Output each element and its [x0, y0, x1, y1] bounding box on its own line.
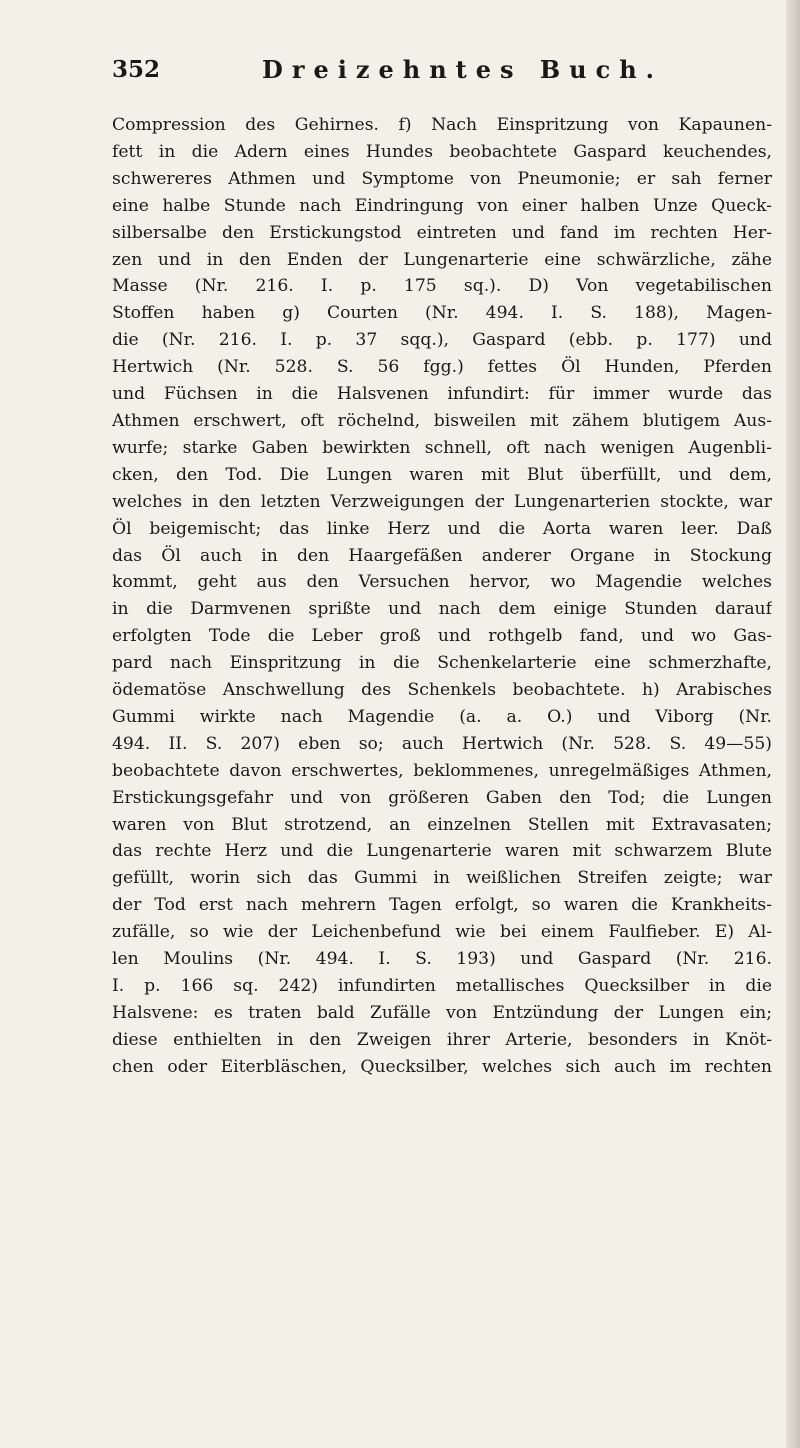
text-line: welches in den letzten Verzweigungen der Lungenarterien stockte, war: [112, 491, 772, 512]
text-line: Erstickungsgefahr und von größeren Gaben den Tod; die Lungen: [112, 787, 772, 808]
text-line: das rechte Herz und die Lungenarterie waren mit schwarzem Blute: [112, 841, 772, 862]
text-line: erfolgten Tode die Leber groß und rothgelb fand, und wo Gas-: [112, 626, 772, 647]
text-line: der Tod erst nach mehrern Tagen erfolgt, so waren die Krankheits-: [112, 895, 772, 916]
text-line: len Moulins (Nr. 494. I. S. 193) und Gaspard (Nr. 216.: [112, 949, 772, 970]
text-line: chen oder Eiterbläschen, Quecksilber, welches sich auch im rechten: [112, 1056, 772, 1077]
text-line: Athmen erschwert, oft röchelnd, bisweilen mit zähem blutigem Aus-: [112, 410, 772, 431]
text-line: schwereres Athmen und Symptome von Pneumonie; er sah ferner: [112, 168, 772, 189]
text-line: das Öl auch in den Haargefäßen anderer Organe in Stockung: [112, 545, 772, 566]
text-line: ödematöse Anschwellung des Schenkels beobachtete. h) Arabisches: [112, 680, 772, 701]
text-line: 494. II. S. 207) eben so; auch Hertwich (Nr. 528. S. 49—55): [112, 733, 772, 754]
text-line: Öl beigemischt; das linke Herz und die Aorta waren leer. Daß: [112, 518, 772, 539]
text-line: kommt, geht aus den Versuchen hervor, wo Magendie welches: [112, 572, 772, 593]
text-line: diese enthielten in den Zweigen ihrer Arterie, besonders in Knöt-: [112, 1029, 772, 1050]
page-number: 352: [112, 56, 161, 83]
text-line: waren von Blut strotzend, an einzelnen Stellen mit Extravasaten;: [112, 814, 772, 835]
text-line: zen und in den Enden der Lungenarterie eine schwärzliche, zähe: [112, 249, 772, 270]
text-line: Hertwich (Nr. 528. S. 56 fgg.) fettes Öl Hunden, Pferden: [112, 357, 772, 378]
page-header: [112, 50, 772, 90]
running-title: Dreizehntes Buch.: [262, 55, 664, 84]
body-text: [112, 112, 772, 1081]
text-line: eine halbe Stunde nach Eindringung von einer halben Unze Queck-: [112, 195, 772, 216]
text-line: in die Darmvenen sprißte und nach dem einige Stunden darauf: [112, 599, 772, 620]
text-line: Compression des Gehirnes. f) Nach Einspritzung von Kapaunen-: [112, 115, 772, 135]
text-line: Masse (Nr. 216. I. p. 175 sq.). D) Von vegetabilischen: [112, 276, 772, 297]
book-spine-edge: [786, 0, 800, 1448]
text-line: pard nach Einspritzung in die Schenkelarterie eine schmerzhafte,: [112, 653, 772, 674]
text-line: die (Nr. 216. I. p. 37 sqq.), Gaspard (ebb. p. 177) und: [112, 330, 772, 351]
text-line: fett in die Adern eines Hundes beobachtete Gaspard keuchendes,: [112, 141, 772, 162]
text-line: Gummi wirkte nach Magendie (a. a. O.) und Viborg (Nr.: [112, 706, 772, 727]
text-line: gefüllt, worin sich das Gummi in weißlichen Streifen zeigte; war: [112, 868, 772, 889]
text-line: Halsvene: es traten bald Zufälle von Entzündung der Lungen ein;: [112, 1002, 772, 1023]
text-line: wurfe; starke Gaben bewirkten schnell, oft nach wenigen Augenbli-: [112, 437, 772, 458]
text-line: Stoffen haben g) Courten (Nr. 494. I. S. 188), Magen-: [112, 303, 772, 324]
text-line: cken, den Tod. Die Lungen waren mit Blut überfüllt, und dem,: [112, 464, 772, 485]
text-line: zufälle, so wie der Leichenbefund wie bei einem Faulfieber. E) Al-: [112, 922, 772, 943]
text-line: beobachtete davon erschwertes, beklommenes, unregelmäßiges Athmen,: [112, 760, 772, 781]
text-line: I. p. 166 sq. 242) infundirten metallisches Quecksilber in die: [112, 976, 772, 996]
text-line: silbersalbe den Erstickungstod eintreten und fand im rechten Her-: [112, 222, 772, 243]
text-line: und Füchsen in die Halsvenen infundirt: für immer wurde das: [112, 384, 772, 405]
